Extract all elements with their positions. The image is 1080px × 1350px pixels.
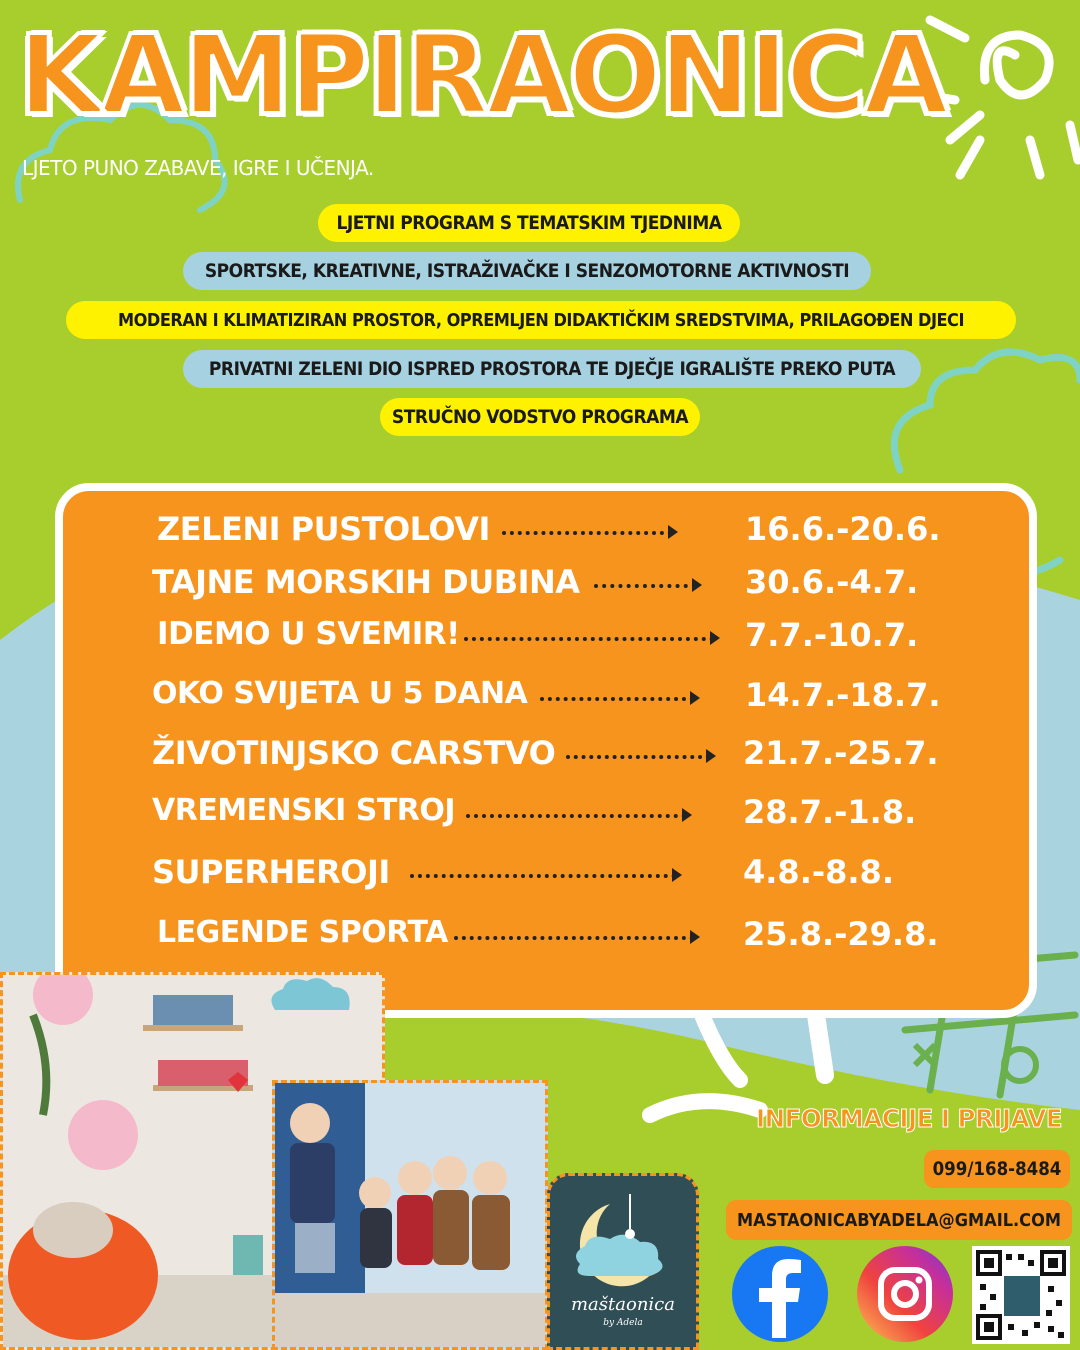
cloud-icon (265, 975, 355, 1015)
schedule-dates: 25.8.-29.8. (743, 915, 939, 953)
arrow-icon (466, 814, 686, 822)
feature-pill-2 (183, 252, 871, 290)
feature-text: LJETNI PROGRAM S TEMATSKIM TJEDNIMA (336, 212, 722, 234)
arrow-icon (454, 936, 694, 944)
facebook-icon[interactable] (730, 1244, 830, 1344)
schedule-theme: OKO SVIJETA U 5 DANA (152, 676, 528, 711)
feature-text: STRUČNO VODSTVO PROGRAMA (391, 406, 689, 428)
arrow-icon (566, 755, 710, 763)
schedule-dates: 4.8.-8.8. (743, 853, 894, 891)
logo-byline: by Adela (603, 1318, 643, 1328)
schedule-dates: 21.7.-25.7. (743, 734, 939, 772)
schedule-theme: ZELENI PUSTOLOVI (157, 510, 490, 548)
feature-text: SPORTSKE, KREATIVNE, ISTRAŽIVAČKE I SENZOMOTORNE AKTIVNOSTI (204, 260, 850, 282)
arrow-icon (594, 584, 696, 592)
schedule-dates: 30.6.-4.7. (745, 563, 919, 601)
feature-text: PRIVATNI ZELENI DIO ISPRED PROSTORA TE DJEČJE IGRALIŠTE PREKO PUTA (208, 358, 896, 380)
email-badge[interactable] (726, 1200, 1072, 1240)
schedule-theme: IDEMO U SVEMIR! (157, 616, 460, 652)
kids-photo-image (275, 1083, 548, 1350)
arrow-icon (464, 637, 714, 645)
schedule-dates: 28.7.-1.8. (743, 793, 917, 831)
schedule-dates: 7.7.-10.7. (745, 616, 919, 654)
phone-number: 099/168-8484 (932, 1158, 1062, 1180)
schedule-dates: 14.7.-18.7. (745, 676, 941, 714)
schedule-theme: LEGENDE SPORTA (157, 915, 448, 950)
arrow-icon (540, 697, 694, 705)
feature-pill-1 (318, 204, 740, 242)
schedule-theme: ŽIVOTINJSKO CARSTVO (152, 734, 556, 772)
schedule-theme: TAJNE MORSKIH DUBINA (152, 563, 580, 601)
feature-pill-4 (183, 350, 921, 388)
qr-code-icon[interactable] (972, 1246, 1070, 1344)
instagram-icon[interactable] (855, 1244, 955, 1344)
info-title: INFORMACIJE I PRIJAVE (756, 1104, 1063, 1133)
schedule-dates: 16.6.-20.6. (745, 510, 941, 548)
email-address: MASTAONICABYADELA@GMAIL.COM (737, 1209, 1061, 1231)
arrow-icon (502, 531, 672, 539)
arrow-icon (410, 874, 676, 882)
kids-photo (272, 1080, 548, 1350)
feature-pill-3 (66, 301, 1016, 339)
poster-title: KAMPIRAONICA (18, 11, 946, 139)
logo-name: maštaonica (570, 1294, 675, 1315)
phone-badge[interactable] (924, 1150, 1070, 1188)
mastaonica-logo (547, 1173, 699, 1350)
poster-subtitle: LJETO PUNO ZABAVE, IGRE I UČENJA. (22, 156, 374, 180)
feature-pill-5 (380, 398, 700, 436)
moon-icon (550, 1184, 696, 1294)
schedule-theme: SUPERHEROJI (152, 853, 390, 891)
schedule-theme: VREMENSKI STROJ (152, 793, 456, 828)
feature-text: MODERAN I KLIMATIZIRAN PROSTOR, OPREMLJEN DIDAKTIČKIM SREDSTVIMA, PRILAGOĐEN DJECI (118, 309, 964, 331)
